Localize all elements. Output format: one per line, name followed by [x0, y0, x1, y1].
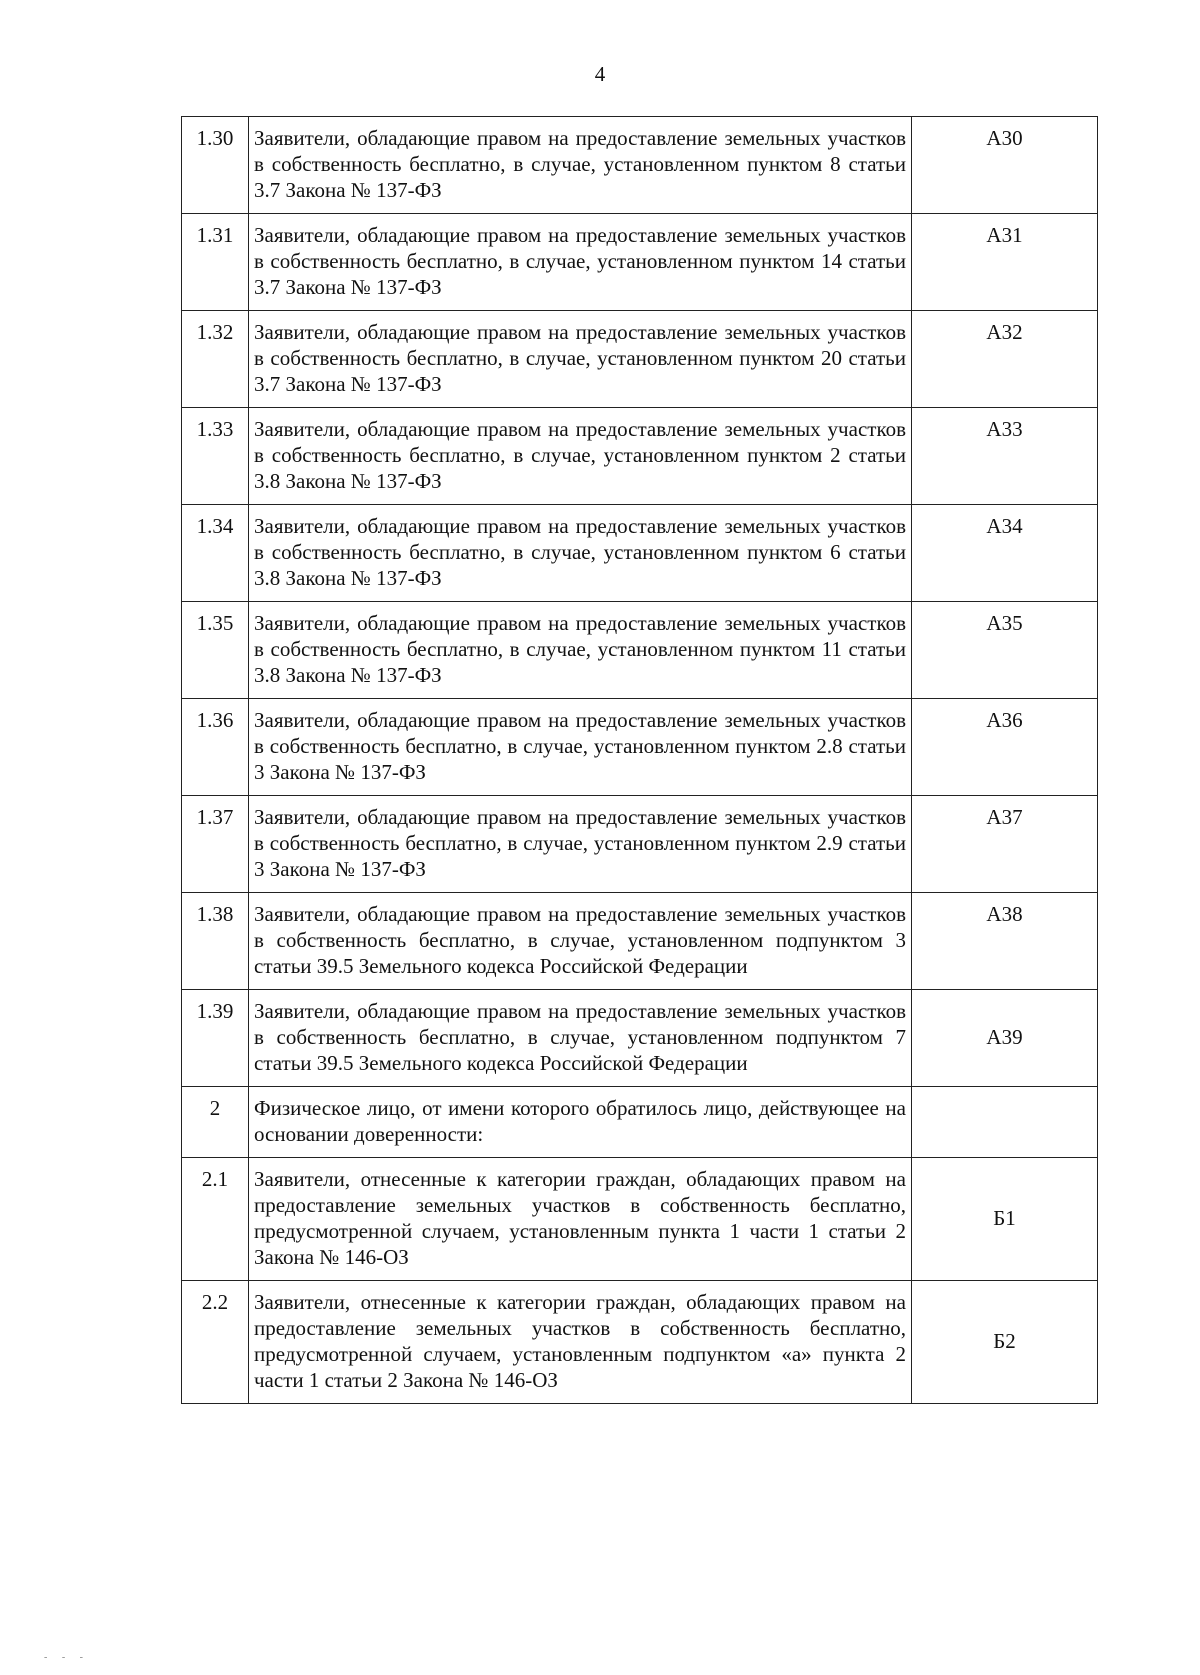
table-row	[182, 1158, 1098, 1281]
row-code: А31	[912, 214, 1098, 311]
row-code: А39	[912, 990, 1098, 1087]
table-row	[182, 602, 1098, 699]
row-description: Заявители, обладающие правом на предоставление земельных участков в собственность бесплатно, в случае, установленном подпунктом 3 статьи 39.5 Земельного кодекса Российской Федерации	[249, 893, 912, 990]
row-description: Заявители, обладающие правом на предоставление земельных участков в собственность бесплатно, в случае, установленном пунктом 6 статьи 3.8 Закона № 137-ФЗ	[249, 505, 912, 602]
table-body	[182, 117, 1098, 1404]
row-description: Заявители, отнесенные к категории граждан, обладающих правом на предоставление земельных участков в собственность бесплатно, предусмотренной случаем, установленным пункта 1 части 1 статьи 2 Закона № 146-ОЗ	[249, 1158, 912, 1281]
row-number: 2.1	[182, 1158, 249, 1281]
table-row	[182, 117, 1098, 214]
row-code	[912, 1087, 1098, 1158]
table-row	[182, 1281, 1098, 1404]
page-number: 4	[594, 62, 606, 86]
row-code: А34	[912, 505, 1098, 602]
table-row	[182, 505, 1098, 602]
row-description: Заявители, обладающие правом на предоставление земельных участков в собственность бесплатно, в случае, установленном пунктом 8 статьи 3.7 Закона № 137-ФЗ	[249, 117, 912, 214]
table-row	[182, 796, 1098, 893]
table-row	[182, 1087, 1098, 1158]
row-code: А33	[912, 408, 1098, 505]
row-number: 1.35	[182, 602, 249, 699]
row-description: Физическое лицо, от имени которого обратилось лицо, действующее на основании доверенности:	[249, 1087, 912, 1158]
row-number: 1.31	[182, 214, 249, 311]
row-code: Б1	[912, 1158, 1098, 1281]
row-code: А37	[912, 796, 1098, 893]
row-code: Б2	[912, 1281, 1098, 1404]
row-number: 1.34	[182, 505, 249, 602]
row-description: Заявители, обладающие правом на предоставление земельных участков в собственность бесплатно, в случае, установленном пунктом 14 статьи 3.7 Закона № 137-ФЗ	[249, 214, 912, 311]
table-row	[182, 990, 1098, 1087]
row-number: 1.38	[182, 893, 249, 990]
row-description: Заявители, обладающие правом на предоставление земельных участков в собственность бесплатно, в случае, установленном пунктом 2.8 статьи 3 Закона № 137-ФЗ	[249, 699, 912, 796]
row-description: Заявители, отнесенные к категории граждан, обладающих правом на предоставление земельных участков в собственность бесплатно, предусмотренной случаем, установленным подпунктом «а» пункта 2 части 1 статьи 2 Закона № 146-ОЗ	[249, 1281, 912, 1404]
row-code: А38	[912, 893, 1098, 990]
applicants-table	[181, 116, 1098, 1404]
row-number: 1.32	[182, 311, 249, 408]
row-code: А36	[912, 699, 1098, 796]
scan-mark: ‐ ‐ ‐	[44, 1652, 89, 1663]
table-row	[182, 214, 1098, 311]
row-description: Заявители, обладающие правом на предоставление земельных участков в собственность бесплатно, в случае, установленном пунктом 20 статьи 3.7 Закона № 137-ФЗ	[249, 311, 912, 408]
row-number: 1.33	[182, 408, 249, 505]
row-description: Заявители, обладающие правом на предоставление земельных участков в собственность бесплатно, в случае, установленном подпунктом 7 статьи 39.5 Земельного кодекса Российской Федерации	[249, 990, 912, 1087]
row-code: А30	[912, 117, 1098, 214]
row-number: 2	[182, 1087, 249, 1158]
row-description: Заявители, обладающие правом на предоставление земельных участков в собственность бесплатно, в случае, установленном пунктом 2 статьи 3.8 Закона № 137-ФЗ	[249, 408, 912, 505]
row-number: 1.39	[182, 990, 249, 1087]
table-row	[182, 893, 1098, 990]
row-number: 1.30	[182, 117, 249, 214]
row-number: 1.37	[182, 796, 249, 893]
row-number: 1.36	[182, 699, 249, 796]
row-description: Заявители, обладающие правом на предоставление земельных участков в собственность бесплатно, в случае, установленном пунктом 11 статьи 3.8 Закона № 137-ФЗ	[249, 602, 912, 699]
row-description: Заявители, обладающие правом на предоставление земельных участков в собственность бесплатно, в случае, установленном пунктом 2.9 статьи 3 Закона № 137-ФЗ	[249, 796, 912, 893]
row-number: 2.2	[182, 1281, 249, 1404]
row-code: А35	[912, 602, 1098, 699]
table-row	[182, 699, 1098, 796]
table-row	[182, 408, 1098, 505]
row-code: А32	[912, 311, 1098, 408]
table-row	[182, 311, 1098, 408]
